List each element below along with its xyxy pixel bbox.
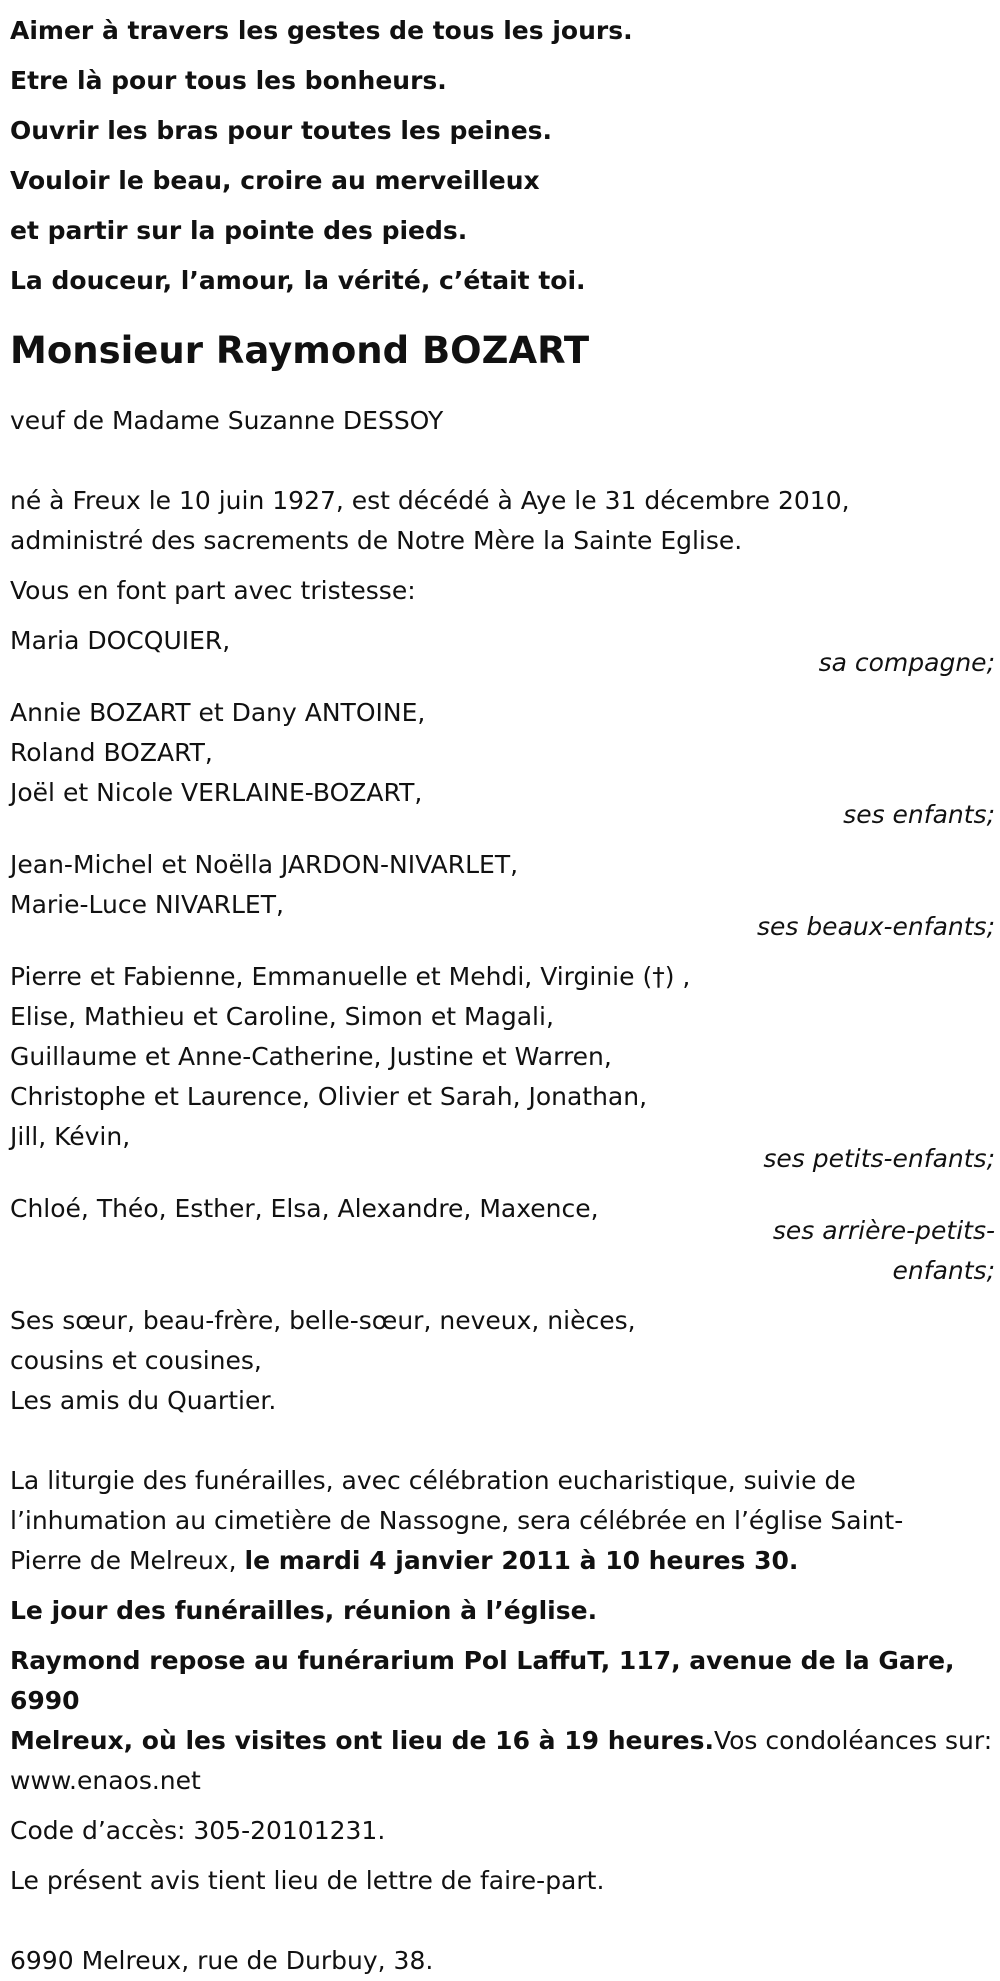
family-great-grandchildren (10, 1189, 1000, 1291)
meeting-line: Le jour des funérailles, réunion à l’église. (10, 1596, 598, 1625)
family-name: Les amis du Quartier. (10, 1386, 277, 1415)
sacraments-line: administré des sacrements de Notre Mère la Sainte Eglise. (10, 526, 743, 555)
ceremony-info (10, 1461, 1000, 1581)
family-name: Ses sœur, beau-frère, belle-sœur, neveux, nièces, (10, 1306, 636, 1335)
family-name: Jill, Kévin, (10, 1122, 131, 1151)
family-role: enfants; (892, 1256, 995, 1285)
family-role: ses enfants; (843, 800, 995, 829)
condolences-text: Vos condoléances sur: (713, 1726, 993, 1755)
family-name: Chloé, Théo, Esther, Elsa, Alexandre, Maxence, (10, 1194, 599, 1223)
website-link[interactable]: www.enaos.net (10, 1766, 201, 1795)
ceremony-date: le mardi 4 janvier 2011 à 10 heures 30. (244, 1546, 799, 1575)
poem-line: La douceur, l’amour, la vérité, c’était toi. (10, 266, 586, 295)
family-name: Annie BOZART et Dany ANTOINE, (10, 698, 426, 727)
visits-text: Melreux, où les visites ont lieu de 16 à 19 heures. (10, 1726, 714, 1755)
family-name: Marie-Luce NIVARLET, (10, 890, 284, 919)
family-name: Guillaume et Anne-Catherine, Justine et Warren, (10, 1042, 612, 1071)
funerarium-info (10, 1641, 1000, 1801)
ceremony-place: Pierre de Melreux, (10, 1546, 245, 1575)
family-name: Christophe et Laurence, Olivier et Sarah, Jonathan, (10, 1082, 648, 1111)
ceremony-line (10, 1541, 1000, 1581)
poem-line: et partir sur la pointe des pieds. (10, 216, 468, 245)
widower-line: veuf de Madame Suzanne DESSOY (10, 406, 444, 435)
family-name: Pierre et Fabienne, Emmanuelle et Mehdi, Virginie (†) , (10, 962, 691, 991)
poem-line: Vouloir le beau, croire au merveilleux (10, 166, 540, 195)
ceremony-line: La liturgie des funérailles, avec célébration eucharistique, suivie de (10, 1466, 856, 1495)
family-name: Joël et Nicole VERLAINE-BOZART, (10, 778, 423, 807)
announce-line: Vous en font part avec tristesse: (10, 576, 416, 605)
family-name: cousins et cousines, (10, 1346, 262, 1375)
access-code: Code d’accès: 305-20101231. (10, 1816, 386, 1845)
family-role: sa compagne; (818, 648, 995, 677)
poem-line: Etre là pour tous les bonheurs. (10, 66, 447, 95)
funerarium-line (10, 1721, 1000, 1761)
poem (10, 0, 1000, 306)
funerarium-line: Raymond repose au funérarium Pol LaffuT, 117, avenue de la Gare, 6990 (10, 1646, 955, 1715)
family-role: ses beaux-enfants; (756, 912, 995, 941)
family-name: Jean-Michel et Noëlla JARDON-NIVARLET, (10, 850, 519, 879)
family-role: ses arrière-petits- (772, 1216, 995, 1245)
family-name: Roland BOZART, (10, 738, 213, 767)
family-name: Maria DOCQUIER, (10, 626, 231, 655)
address-line: 6990 Melreux, rue de Durbuy, 38. (10, 1946, 434, 1975)
deceased-name: Monsieur Raymond BOZART (10, 329, 590, 372)
poem-line: Aimer à travers les gestes de tous les jours. (10, 16, 633, 45)
birth-death-line: né à Freux le 10 juin 1927, est décédé à Aye le 31 décembre 2010, (10, 486, 850, 515)
poem-line: Ouvrir les bras pour toutes les peines. (10, 116, 553, 145)
family-children (10, 693, 1000, 835)
notice-line: Le présent avis tient lieu de lettre de faire-part. (10, 1866, 605, 1895)
family-grandchildren (10, 957, 1000, 1179)
family-step-children (10, 845, 1000, 947)
ceremony-line: l’inhumation au cimetière de Nassogne, sera célébrée en l’église Saint- (10, 1506, 904, 1535)
family-others (10, 1301, 1000, 1421)
family-companion (10, 621, 1000, 683)
family-name: Elise, Mathieu et Caroline, Simon et Magali, (10, 1002, 554, 1031)
family-role: ses petits-enfants; (763, 1144, 995, 1173)
